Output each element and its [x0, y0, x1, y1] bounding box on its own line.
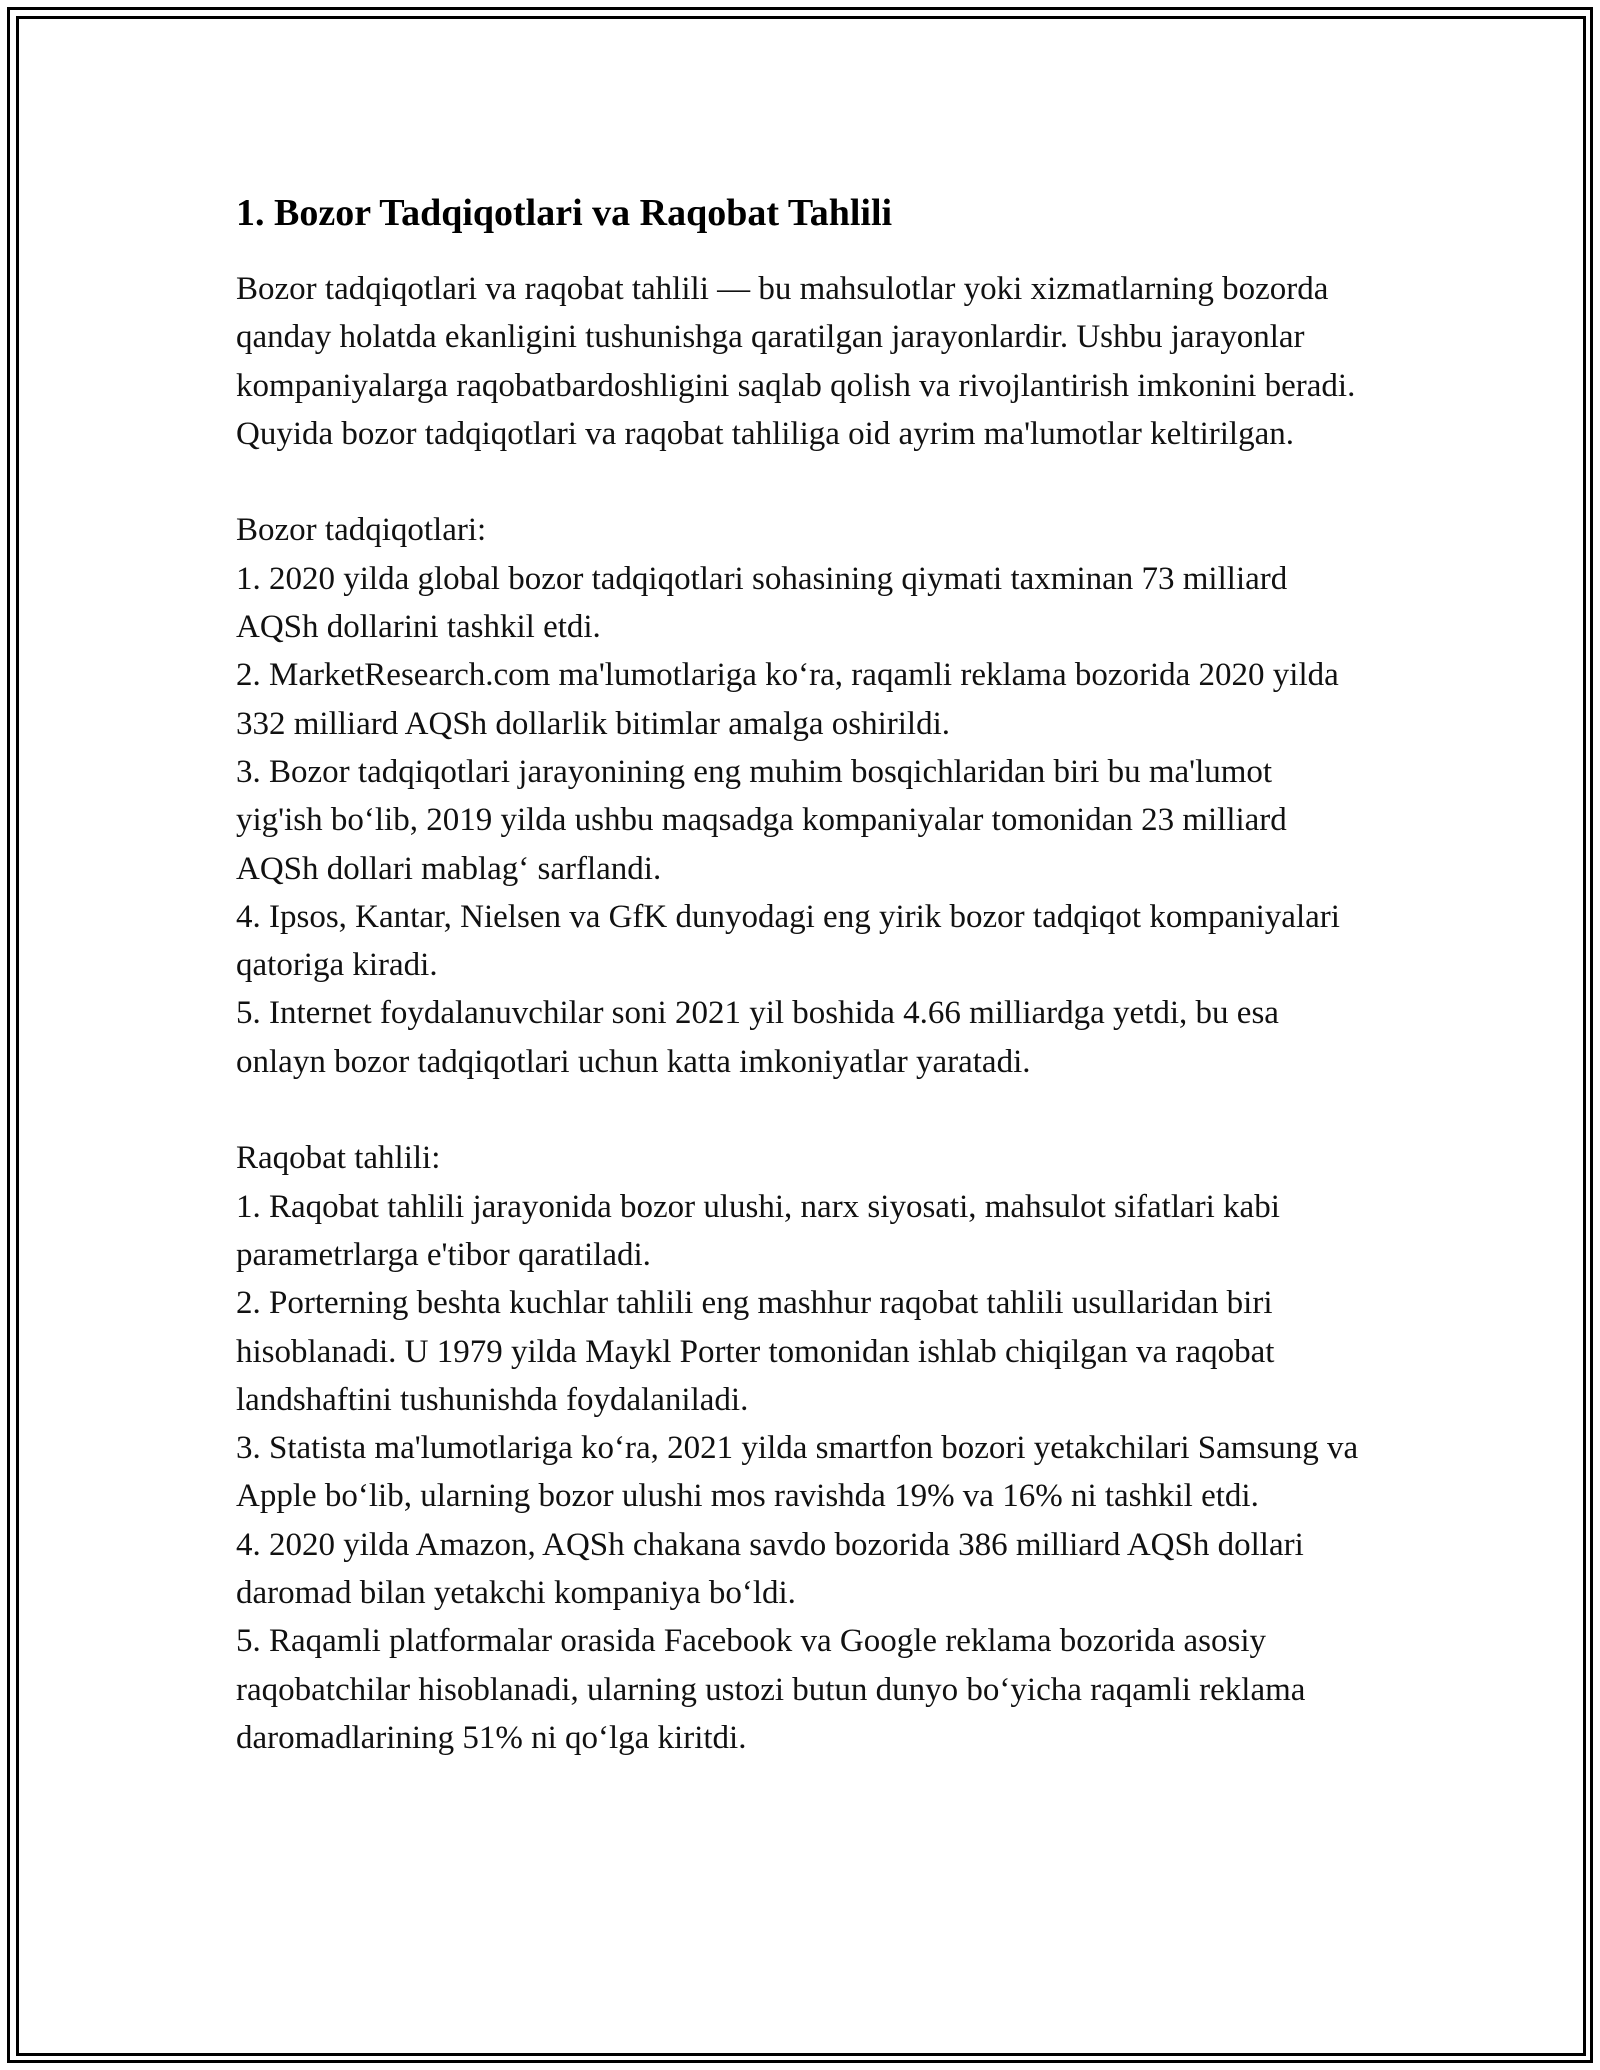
section-market-research — [236, 506, 1366, 1086]
list-item: 2. MarketResearch.com ma'lumotlariga ko‘ra, raqamli reklama bozorida 2020 yilda 332 milliard AQSh dollarlik bitimlar amalga oshirildi. — [236, 657, 1339, 742]
list-item: 2. Porterning beshta kuchlar tahlili eng mashhur raqobat tahlili usullaridan biri hisoblanadi. U 1979 yilda Maykl Porter tomonidan ishlab chiqilgan va raqobat landshaftini tushunishda foydalaniladi. — [236, 1285, 1275, 1418]
section-title: Raqobat tahlili: — [236, 1140, 441, 1177]
section-competitive-analysis — [236, 1134, 1366, 1762]
list-item: 5. Internet foydalanuvchilar soni 2021 yil boshida 4.66 milliardga yetdi, bu esa onlayn bozor tadqiqotlari uchun katta imkoniyatlar yaratadi. — [236, 995, 1279, 1080]
list-item: 1. Raqobat tahlili jarayonida bozor ulushi, narx siyosati, mahsulot sifatlari kabi parametrlarga e'tibor qaratiladi. — [236, 1188, 1280, 1273]
section-title: Bozor tadqiqotlari: — [236, 512, 487, 549]
list-item: 4. Ipsos, Kantar, Nielsen va GfK dunyodagi eng yirik bozor tadqiqot kompaniyalari qatoriga kiradi. — [236, 898, 1340, 984]
list-item: 3. Statista ma'lumotlariga ko‘ra, 2021 yilda smartfon bozori yetakchilari Samsung va Apple bo‘lib, ularning bozor ulushi mos ravishda 19% va 16% ni tashkil etdi. — [236, 1430, 1359, 1515]
list-item: 3. Bozor tadqiqotlari jarayonining eng muhim bosqichlaridan biri bu ma'lumot yig'ish bo‘lib, 2019 yilda ushbu maqsadga kompaniyalar tomonidan 23 milliard AQSh dollari mablag‘ sarflandi. — [236, 753, 1287, 887]
document-heading: 1. Bozor Tadqiqotlari va Raqobat Tahlili — [236, 192, 893, 234]
intro-paragraph: Bozor tadqiqotlari va raqobat tahlili — bu mahsulotlar yoki xizmatlarning bozorda qanday holatda ekanligini tushunishga qaratilgan jarayonlardir. Ushbu jarayonlar kompaniyalarga raqobatbardoshligini saqlab qolish va rivojlantirish imkonini beradi. Quyida bozor tadqiqotlari va raqobat tahliliga oid ayrim ma'lumotlar keltirilgan. — [236, 271, 1356, 452]
list-item: 4. 2020 yilda Amazon, AQSh chakana savdo bozorida 386 milliard AQSh dollari daromad bilan yetakchi kompaniya bo‘ldi. — [236, 1526, 1304, 1612]
list-item: 1. 2020 yilda global bozor tadqiqotlari sohasining qiymati taxminan 73 milliard AQSh dollarini tashkil etdi. — [236, 560, 1288, 646]
document-body — [236, 185, 1366, 1762]
list-item: 5. Raqamli platformalar orasida Facebook va Google reklama bozorida asosiy raqobatchilar hisoblanadi, ularning ustozi butun dunyo bo‘yicha raqamli reklama daromadlarining 51% ni qo‘lga kiritdi. — [236, 1623, 1306, 1756]
